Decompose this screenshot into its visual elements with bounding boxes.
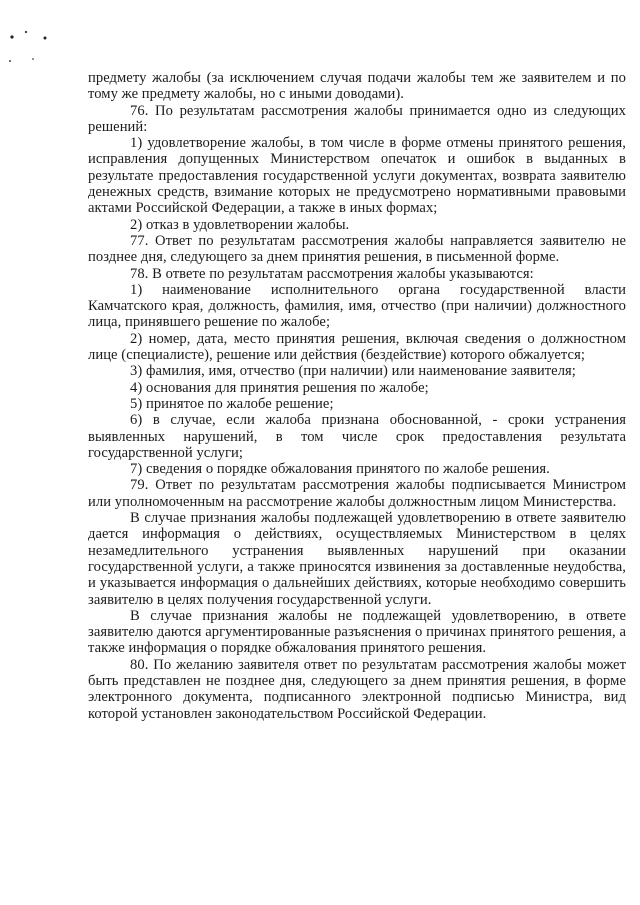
clause-79-rejected-paragraph: В случае признания жалобы не подлежащей удовлетворению, в ответе заявителю даются аргументированные разъяснения о причинах принятого решения, а также информация о порядке обжалования принятого решения. (88, 607, 626, 657)
clause-76-item-2: 2) отказ в удовлетворении жалобы. (130, 216, 350, 233)
speck-dot (44, 37, 47, 40)
clause-78-item-5: 5) принятое по жалобе решение; (130, 395, 334, 412)
speck-dot (9, 60, 11, 62)
clause-79: 79. Ответ по результатам рассмотрения жалобы подписывается Министром или уполномоченным на рассмотрение жалобы должностным лицом Министерства. (88, 477, 626, 510)
speck-dot (32, 58, 34, 60)
clause-76: 76. По результатам рассмотрения жалобы принимается одно из следующих решений: (88, 102, 626, 135)
clause-78-item-3: 3) фамилия, имя, отчество (при наличии) или наименование заявителя; (130, 363, 576, 380)
clause-78-item-7: 7) сведения о порядке обжалования принятого по жалобе решения. (130, 461, 550, 478)
speck-dot (25, 31, 27, 33)
clause-78-item-2: 2) номер, дата, место принятия решения, включая сведения о должностном лице (специалисте), решение или действия (бездействие) которого обжалуется; (88, 330, 626, 364)
clause-78-item-6: 6) в случае, если жалоба признана обоснованной, - сроки устранения выявленных нарушений, в том числе срок предоставления результата государственной услуги; (88, 412, 626, 461)
clause-78-item-1: 1) наименование исполнительного органа государственной власти Камчатского края, должность, фамилия, имя, отчество (при наличии) должностного лица, принявшего решение по жалобе; (88, 281, 626, 331)
document-body (88, 70, 626, 722)
clause-76-item-1: 1) удовлетворение жалобы, в том числе в форме отмены принятого решения, исправления допущенных Министерством опечаток и ошибок в выданных в результате предоставления государственной услуги документах, возврата заявителю денежных средств, взимание которых не предусмотрено нормативными правовыми актами Российской Федерации, а также в иных формах; (88, 135, 626, 217)
clause-79-satisfied-paragraph: В случае признания жалобы подлежащей удовлетворению в ответе заявителю дается информация о действиях, осуществляемых Министерством в целях незамедлительного устранения выявленных нарушений при оказании государственной услуги, а также приносятся извинения за доставленные неудобства, и указывается информация о дальнейших действиях, которые необходимо совершить заявителю в целях получения государственной услуги. (88, 510, 626, 608)
clause-78: 78. В ответе по результатам рассмотрения жалобы указываются: (130, 265, 534, 282)
speck-dot (10, 35, 13, 38)
continuation-paragraph: предмету жалобы (за исключением случая подачи жалобы тем же заявителем и по тому же предмету жалобы, но с иными доводами). (88, 70, 626, 103)
scan-specks (0, 0, 70, 80)
clause-78-item-4: 4) основания для принятия решения по жалобе; (130, 379, 429, 396)
clause-80: 80. По желанию заявителя ответ по результатам рассмотрения жалобы может быть представлен не позднее дня, следующего за днем принятия решения, в форме электронного документа, подписанного электронной подписью Министра, вид которой установлен законодательством Российской Федерации. (88, 656, 626, 722)
clause-77: 77. Ответ по результатам рассмотрения жалобы направляется заявителю не позднее дня, следующего за днем принятия решения, в письменной форме. (88, 232, 626, 266)
